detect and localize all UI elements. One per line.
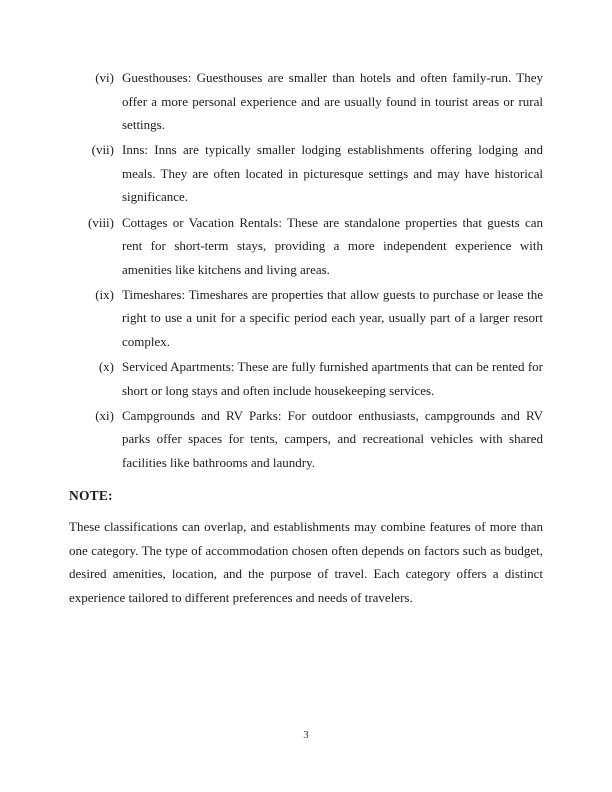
accommodation-type-list <box>69 66 543 475</box>
list-item-text: Cottages or Vacation Rentals: These are standalone properties that guests can rent for short-term stays, providing a more independent experience with amenities like kitchens and living areas. <box>122 214 543 277</box>
note-heading: NOTE: <box>69 487 113 503</box>
page-content <box>69 66 543 623</box>
list-item-marker: (vi) <box>95 70 114 85</box>
list-item <box>69 211 543 282</box>
list-item-marker: (vii) <box>91 142 114 158</box>
list-item <box>69 66 543 137</box>
list-item-marker: (x) <box>98 359 114 375</box>
list-item-text: Serviced Apartments: These are fully furnished apartments that can be rented for short or long stays and often include housekeeping services. <box>122 359 543 398</box>
list-item <box>69 138 543 209</box>
list-item-marker: (xi) <box>95 407 114 423</box>
list-item-marker: (ix) <box>95 286 114 302</box>
list-item-text: Inns: Inns are typically smaller lodging establishments offering lodging and meals. They are often located in picturesque settings and may have historical significance. <box>122 142 543 205</box>
list-item-text: Guesthouses: Guesthouses are smaller than hotels and often family-run. They offer a more personal experience and are usually found in tourist areas or rural settings. <box>122 70 543 133</box>
list-item <box>69 404 543 475</box>
list-item-text: Campgrounds and RV Parks: For outdoor enthusiasts, campgrounds and RV parks offer spaces for tents, campers, and recreational vehicles with shared facilities like bathrooms and laundry. <box>122 407 543 470</box>
page-number: 3 <box>303 729 309 741</box>
list-item-text: Timeshares: Timeshares are properties that allow guests to purchase or lease the right to use a unit for a specific period each year, usually part of a larger resort complex. <box>122 286 543 350</box>
note-body-paragraph: These classifications can overlap, and establishments may combine features of more than one category. The type of accommodation chosen often depends on factors such as budget, desired amenities, location, and the purpose of travel. Each category offers a distinct experience tailored to different preferences and needs of travelers. <box>69 519 543 605</box>
list-item <box>69 283 543 354</box>
list-item-marker: (viii) <box>88 214 114 230</box>
list-item <box>69 355 543 402</box>
